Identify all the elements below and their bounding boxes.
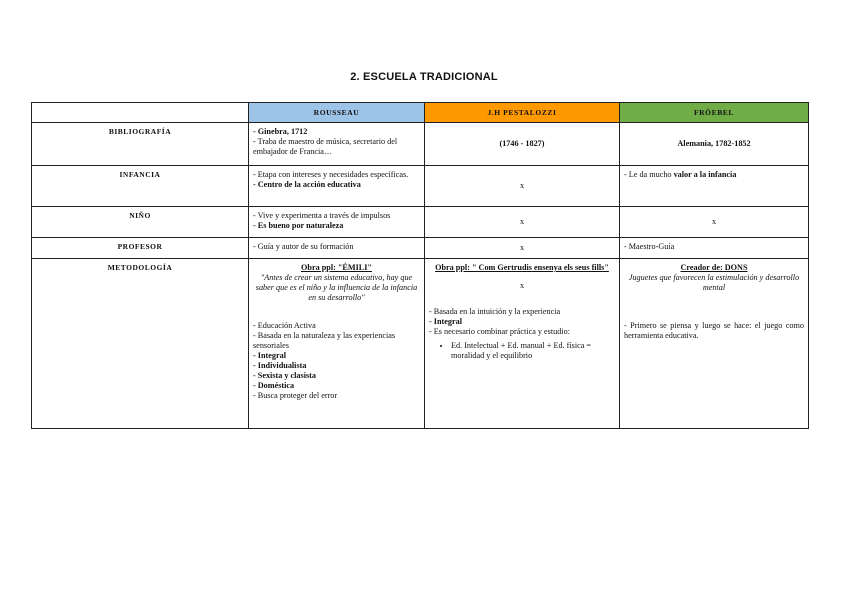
row-label-metodologia: METODOLOGÍA <box>32 259 249 429</box>
header-pestalozzi: J.H PESTALOZZI <box>425 103 620 123</box>
froebel-obra: Creador de: DONS <box>680 263 748 272</box>
list-item: - Educación Activa <box>253 321 316 330</box>
comparison-table <box>31 102 809 429</box>
row-label-infancia: INFANCIA <box>32 166 249 207</box>
froebel-nino: x <box>620 207 809 238</box>
rousseau-obra: Obra ppl: "ÉMILI" <box>301 263 372 272</box>
list-item: • Ed. Intelectual + Ed. manual + Ed. física = moralidad y el equilibrio <box>451 341 615 361</box>
list-item: - Sexista y clasista <box>253 371 316 380</box>
rousseau-nino-line-2: - Es bueno por naturaleza <box>253 221 344 230</box>
froebel-infancia <box>620 166 809 207</box>
froebel-metodologia <box>620 259 809 429</box>
list-item: - Es necesario combinar práctica y estudio: <box>429 327 570 336</box>
list-item: - Busca proteger del error <box>253 391 338 400</box>
pestalozzi-profesor: x <box>425 238 620 259</box>
rousseau-profesor: - Guía y autor de su formación <box>249 238 425 259</box>
row-profesor <box>32 238 809 259</box>
rousseau-bibliografia <box>249 123 425 166</box>
pestalozzi-obra: Obra ppl: " Com Gertrudis ensenya els seus fills" <box>435 263 609 272</box>
pestalozzi-x: x <box>519 281 525 290</box>
row-label-bibliografia: BIBLIOGRAFÍA <box>32 123 249 166</box>
froebel-method-text: - Primero se piensa y luego se hace: el juego como herramienta educativa. <box>624 321 804 340</box>
header-empty-cell <box>32 103 249 123</box>
pestalozzi-bullet-list <box>429 341 615 361</box>
pestalozzi-metodologia <box>425 259 620 429</box>
pestalozzi-method-list <box>429 307 615 337</box>
rousseau-bio-line-2: - Traba de maestro de música, secretario del embajador de Francia… <box>253 137 398 156</box>
row-bibliografia <box>32 123 809 166</box>
pestalozzi-bibliografia: (1746 - 1827) <box>425 123 620 166</box>
row-metodologia <box>32 259 809 429</box>
page-title: 2. ESCUELA TRADICIONAL <box>350 71 498 83</box>
header-froebel: FRÖEBEL <box>620 103 809 123</box>
list-item: - Integral <box>253 351 286 360</box>
rousseau-infancia-line-1: - Etapa con intereses y necesidades específicas. <box>253 170 409 179</box>
rousseau-quote: "Antes de crear un sistema educativo, hay que saber que es el niño y la influencia de la infancia en su desarrollo" <box>255 273 418 302</box>
header-row <box>32 103 809 123</box>
rousseau-method-list <box>253 321 420 401</box>
froebel-profesor: - Maestro-Guía <box>620 238 809 259</box>
row-label-profesor: PROFESOR <box>32 238 249 259</box>
row-nino <box>32 207 809 238</box>
list-item: - Basada en la naturaleza y las experiencias sensoriales <box>253 331 396 350</box>
list-item: - Integral <box>429 317 462 326</box>
list-item: - Doméstica <box>253 381 295 390</box>
pestalozzi-nino: x <box>425 207 620 238</box>
froebel-bibliografia: Alemania, 1782-1852 <box>620 123 809 166</box>
froebel-infancia-bold: valor a la infancia <box>673 170 737 179</box>
rousseau-infancia-line-2: - Centro de la acción educativa <box>253 180 361 189</box>
header-rousseau: ROUSSEAU <box>249 103 425 123</box>
froebel-infancia-prefix: - Le da mucho <box>624 170 674 179</box>
rousseau-nino-line-1: - Vive y experimenta a través de impulsos <box>253 211 391 220</box>
list-item: - Basada en la intuición y la experiencia <box>429 307 561 316</box>
froebel-subtitle: Juguetes que favorecen la estimulación y desarrollo mental <box>628 273 800 292</box>
list-item: - Individualista <box>253 361 307 370</box>
rousseau-metodologia <box>249 259 425 429</box>
rousseau-infancia <box>249 166 425 207</box>
row-infancia <box>32 166 809 207</box>
rousseau-bio-line-1: - Ginebra, 1712 <box>253 127 308 136</box>
pestalozzi-infancia: x <box>425 166 620 207</box>
row-label-nino: NIÑO <box>32 207 249 238</box>
rousseau-nino <box>249 207 425 238</box>
